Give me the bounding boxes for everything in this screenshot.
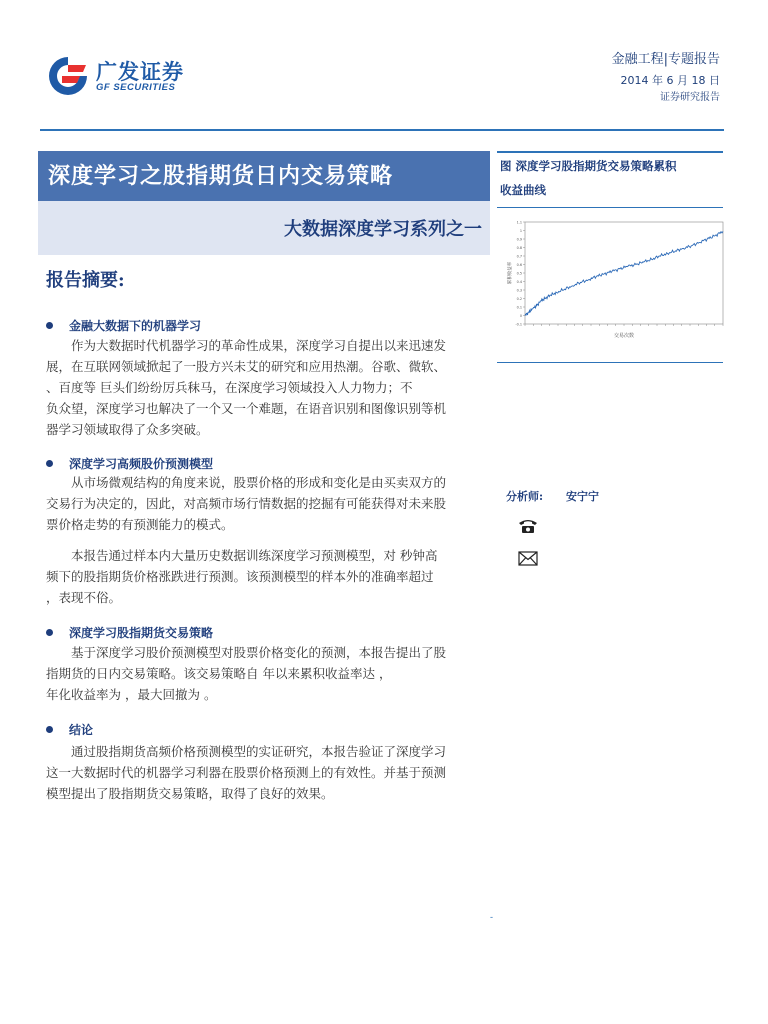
sidebar-divider [497, 151, 723, 153]
brand-name-cn: 广发证券 [96, 60, 184, 84]
brand-logo-icon [46, 54, 90, 98]
footer-mark: - [490, 913, 494, 923]
plot-frame [525, 222, 723, 324]
bullet-icon [46, 629, 53, 636]
page-subtitle: 大数据深度学习系列之一 [284, 219, 482, 240]
x-axis-label: 交易次数 [613, 333, 635, 339]
y-tick-label: 0.1 [516, 305, 522, 310]
brand-logo [46, 54, 206, 98]
section-body: 本报告通过样本内大量历史数据训练深度学习预测模型，对 秒钟高 频下的股指期货价格涨跌进行预测。该预测模型的样本外的准确率超过 ，表现不俗。 [46, 548, 438, 605]
y-tick-label: 0.6 [516, 263, 522, 267]
y-axis-label: 累积收益率 [508, 261, 513, 285]
y-tick-label: 0.9 [516, 237, 522, 242]
header-divider [40, 129, 724, 131]
y-tick-label: 0.4 [516, 280, 522, 284]
analyst-label: 分析师: [506, 490, 544, 503]
y-tick-label: 0.2 [516, 297, 522, 301]
section-body: 作为大数据时代机器学习的革命性成果，深度学习自提出以来迅速发 展，在互联网领域掀起了一股方兴未艾的研究和应用热潮。谷歌、微软、 、百度等 巨头们纷纷厉兵秣马，在深度学习领域投入人力物力；不 负众望，深度学习也解决了一个又一个难题，在语音识别和图像识别等机 器学习领域取得了众多突破。 [46, 338, 447, 437]
page-title: 深度学习之股指期货日内交易策略 [48, 163, 394, 189]
sidebar-divider [497, 362, 723, 363]
title-banner [38, 151, 490, 201]
section-body: 基于深度学习股价预测模型对股票价格变化的预测，本报告提出了股 指期货的日内交易策略。该交易策略自 年以来累积收益率达 ， 年化收益率为 ，最大回撤为 。 [46, 645, 447, 702]
sidebar-divider [497, 207, 723, 208]
y-tick-label: 0.3 [516, 288, 522, 293]
y-tick-label: 0.5 [516, 271, 522, 276]
subtitle-banner [38, 201, 490, 255]
phone-icon [518, 518, 538, 534]
y-tick-label: 0.7 [516, 254, 522, 259]
section-body: 通过股指期货高频价格预测模型的实证研究，本报告验证了深度学习 这一大数据时代的机器学习利器在股票价格预测上的有效性。并基于预测 模型提出了股指期货交易策略，取得了良好的效果。 [46, 744, 447, 801]
brand-name-en: GF SECURITIES [96, 82, 176, 93]
series-line [525, 231, 723, 315]
report-header-meta [612, 48, 720, 103]
figure-caption: 图 深度学习股指期货交易策略累积 收益曲线 [500, 159, 677, 197]
cumulative-return-chart [505, 216, 727, 340]
bullet-icon [46, 322, 53, 329]
section-heading: 深度学习股指期货交易策略 [46, 624, 213, 641]
report-date: 2014 年 6 月 18 日 [620, 74, 720, 87]
section-heading: 深度学习高频股价预测模型 [46, 455, 213, 472]
y-tick-label: -0.1 [515, 322, 522, 327]
section-heading: 结论 [46, 721, 93, 738]
bullet-icon [46, 460, 53, 467]
section-body: 从市场微观结构的角度来说，股票价格的形成和变化是由买卖双方的 交易行为决定的，因此，对高频市场行情数据的挖掘有可能获得对未来股 票价格走势的有预测能力的模式。 [46, 475, 447, 532]
y-tick-label: 1 [519, 229, 522, 233]
y-tick-label: 1.1 [516, 220, 522, 225]
abstract-heading: 报告摘要: [46, 270, 125, 291]
section-heading: 金融大数据下的机器学习 [46, 317, 201, 334]
report-type: 证券研究报告 [660, 92, 720, 103]
bullet-icon [46, 726, 53, 733]
mail-icon [518, 551, 538, 566]
report-category: 金融工程|专题报告 [611, 52, 720, 67]
analyst-name: 安宁宁 [566, 490, 599, 503]
y-tick-label: 0.8 [516, 246, 522, 250]
y-tick-label: 0 [519, 314, 522, 318]
